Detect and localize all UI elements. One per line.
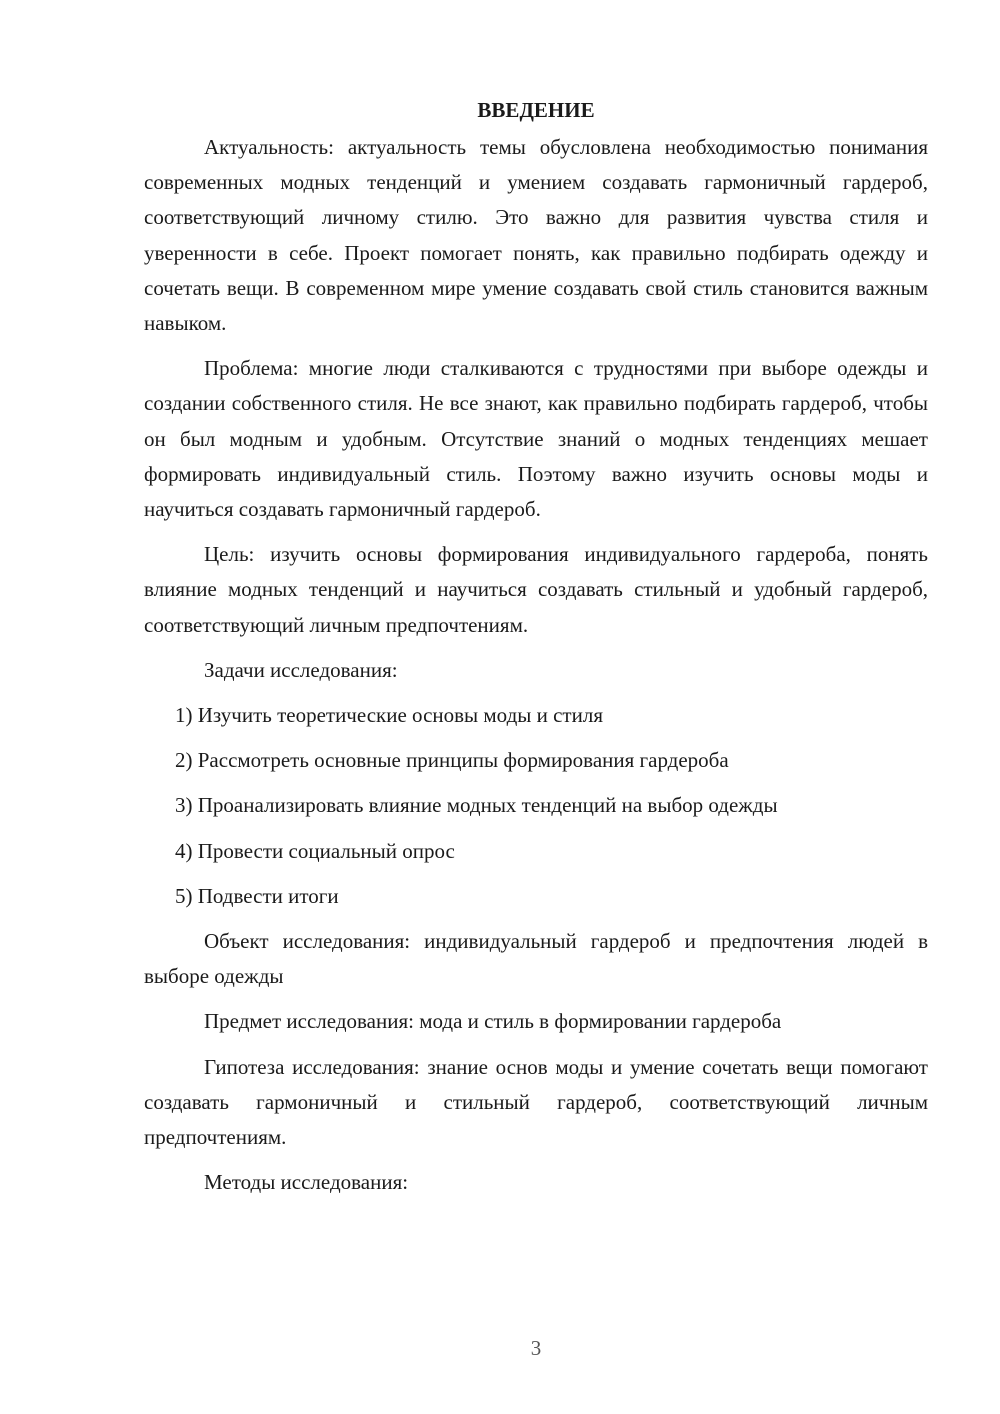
list-item: 1) Изучить теоретические основы моды и стиля	[175, 703, 603, 728]
subject-paragraph: Предмет исследования: мода и стиль в формировании гардероба	[204, 1009, 782, 1034]
list-item: 2) Рассмотреть основные принципы формирования гардероба	[175, 748, 729, 773]
list-item: 5) Подвести итоги	[175, 883, 339, 908]
list-item: 3) Проанализировать влияние модных тенденций на выбор одежды	[175, 793, 778, 818]
hypothesis-paragraph: Гипотеза исследования: знание основ моды и умение сочетать вещи помогают создавать гармоничный и стильный гардероб, соответствующий личным предпочтениям.	[144, 1054, 928, 1150]
page-title: ВВЕДЕНИЕ	[477, 98, 595, 122]
methods-heading: Методы исследования:	[204, 1170, 409, 1195]
relevance-paragraph: Актуальность: актуальность темы обусловлена необходимостью понимания современных модных тенденций и умением создавать гармоничный гардероб, соответствующий личному стилю. Это важно для развития чувства стиля и уверенности в себе. Проект помогает понять, как правильно подбирать одежду и сочетать вещи. В современном мире умение создавать свой стиль становится важным навыком.	[144, 135, 928, 336]
goal-paragraph: Цель: изучить основы формирования индивидуального гардероба, понять влияние модных тенденций и научиться создавать стильный и удобный гардероб, соответствующий личным предпочтениям.	[144, 542, 928, 637]
page-number: 3	[530, 1336, 542, 1360]
document-page	[144, 96, 928, 1210]
object-paragraph: Объект исследования: индивидуальный гардероб и предпочтения людей в выборе одежды	[144, 929, 928, 989]
list-item: 4) Провести социальный опрос	[175, 838, 455, 863]
tasks-heading: Задачи исследования:	[204, 657, 398, 682]
problem-paragraph: Проблема: многие люди сталкиваются с трудностями при выборе одежды и создании собственного стиля. Не все знают, как правильно подбирать гардероб, чтобы он был модным и удобным. Отсутствие знаний о модных тенденциях мешает формировать индивидуальный стиль. Поэтому важно изучить основы моды и научиться создавать гармоничный гардероб.	[144, 356, 928, 522]
tasks-list	[144, 698, 928, 914]
